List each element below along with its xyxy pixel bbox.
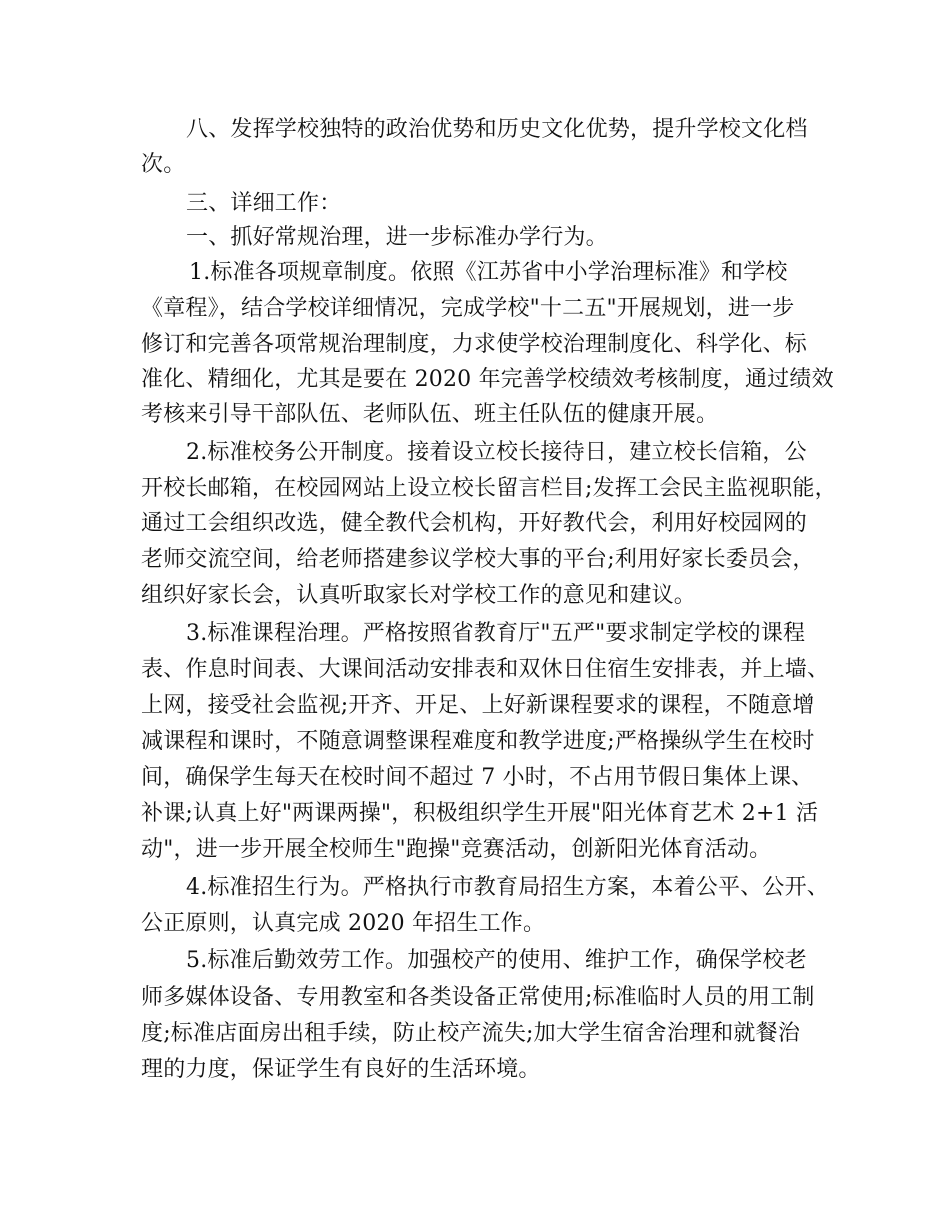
text-line: 间，确保学生每天在校时间不超过 7 小时，不占用节假日集体上课、	[141, 765, 814, 790]
text-line: 《章程》，结合学校详细情况，完成学校"十二五"开展规划，进一步	[141, 296, 795, 321]
text-line: 1.标准各项规章制度。依照《江苏省中小学治理标准》和学校	[189, 260, 788, 285]
text-line: 理的力度，保证学生有良好的生活环境。	[141, 1057, 541, 1082]
text-line: 补课;认真上好"两课两操"，积极组织学生开展"阳光体育艺术 2+1 活	[141, 801, 819, 826]
text-line: 修订和完善各项常规治理制度，力求使学校治理制度化、科学化、标	[141, 332, 808, 357]
text-line: 动"，进一步开展全校师生"跑操"竞赛活动，创新阳光体育活动。	[141, 837, 772, 862]
text-line: 师多媒体设备、专用教室和各类设备正常使用;标准临时人员的用工制	[141, 985, 815, 1010]
text-line: 表、作息时间表、大课间活动安排表和双休日住宿生安排表，并上墙、	[141, 657, 830, 682]
text-line: 三、详细工作：	[186, 191, 342, 216]
text-line: 公正原则，认真完成 2020 年招生工作。	[141, 911, 546, 936]
text-line: 通过工会组织改选，健全教代会机构，开好教代会，利用好校园网的	[141, 511, 808, 536]
text-line: 八、发挥学校独特的政治优势和历史文化优势，提升学校文化档	[186, 117, 808, 142]
text-line: 准化、精细化，尤其是要在 2020 年完善学校绩效考核制度，通过绩效	[141, 367, 834, 392]
text-line: 一、抓好常规治理，进一步标准办学行为。	[186, 225, 608, 250]
text-line: 2.标准校务公开制度。接着设立校长接待日，建立校长信箱，公	[186, 440, 807, 465]
text-line: 开校长邮箱，在校园网站上设立校长留言栏目;发挥工会民主监视职能，	[141, 476, 837, 501]
text-line: 3.标准课程治理。严格按照省教育厅"五严"要求制定学校的课程	[186, 621, 806, 646]
text-line: 5.标准后勤效劳工作。加强校产的使用、维护工作，确保学校老	[186, 948, 807, 973]
text-line: 组织好家长会，认真听取家长对学校工作的意见和建议。	[141, 583, 697, 608]
text-line: 次。	[141, 152, 186, 177]
text-line: 考核来引导干部队伍、老师队伍、班主任队伍的健康开展。	[141, 402, 719, 427]
text-line: 减课程和课时，不随意调整课程难度和教学进度;严格操纵学生在校时	[141, 729, 815, 754]
text-line: 度;标准店面房出租手续，防止校产流失;加大学生宿舍治理和就餐治	[141, 1021, 801, 1046]
text-line: 上网，接受社会监视;开齐、开足、上好新课程要求的课程，不随意增	[141, 693, 815, 718]
text-line: 4.标准招生行为。严格执行市教育局招生方案，本着公平、公开、	[186, 875, 829, 900]
text-line: 老师交流空间，给老师搭建参议学校大事的平台;利用好家长委员会，	[141, 547, 815, 572]
